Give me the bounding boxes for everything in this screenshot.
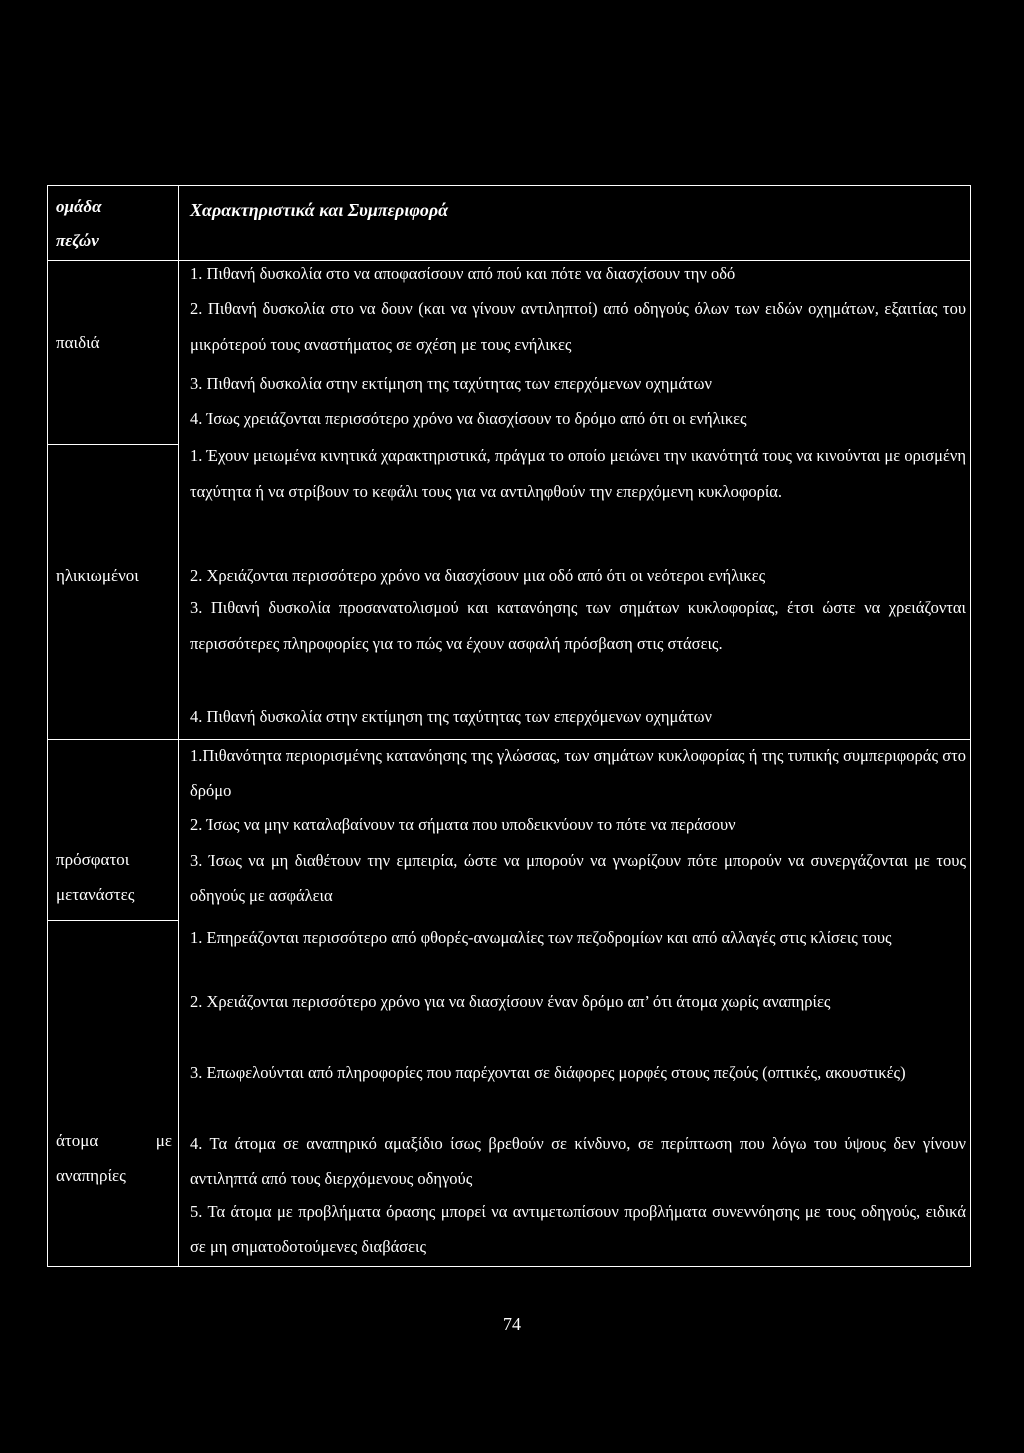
group-label-line2: μετανάστες [56, 885, 135, 904]
list-item: 2. Χρειάζονται περισσότερο χρόνο για να διασχίσουν έναν δρόμο απ’ ότι άτομα χωρίς αναπηρίες [190, 992, 831, 1011]
group-label-line1: πρόσφατοι [56, 850, 130, 869]
list-item: 1.Πιθανότητα περιορισμένης κατανόησης της γλώσσας, των σημάτων κυκλοφορίας ή της τυπικής συμπεριφοράς στο δρόμο [190, 746, 966, 800]
list-item: 2. Χρειάζονται περισσότερο χρόνο να διασχίσουν μια οδό από ότι οι νεότεροι ενήλικες [190, 566, 766, 585]
pedestrian-groups-table [47, 185, 971, 1267]
list-item: 3. Επωφελούνται από πληροφορίες που παρέχονται σε διάφορες μορφές στους πεζούς (οπτικές, ακουστικές) [190, 1063, 906, 1082]
list-item: 3. Πιθανή δυσκολία στην εκτίμηση της ταχύτητας των επερχόμενων οχημάτων [190, 374, 712, 393]
list-item: 1. Έχουν μειωμένα κινητικά χαρακτηριστικά, πράγμα το οποίο μειώνει την ικανότητά τους να κινούνται με ορισμένη ταχύτητα ή να στρίβουν το κεφάλι τους για να αντιληφθούν την επερχόμενη κυκλοφορία. [190, 446, 966, 501]
header-group-column [56, 190, 101, 258]
group-divider [48, 920, 178, 921]
group-label-line1: άτομα με [56, 1131, 172, 1150]
list-item: 1. Επηρεάζονται περισσότερο από φθορές-ανωμαλίες των πεζοδρομίων και από αλλαγές στις κλίσεις τους [190, 928, 892, 947]
list-item: 5. Τα άτομα με προβλήματα όρασης μπορεί να αντιμετωπίσουν προβλήματα συνεννόησης με τους οδηγούς, ειδικά σε μη σηματοδοτούμενες διαβάσεις [190, 1202, 966, 1256]
list-item: 1. Πιθανή δυσκολία στο να αποφασίσουν από πού και πότε να διασχίσουν την οδό [190, 264, 736, 283]
list-item: 4. Ίσως χρειάζονται περισσότερο χρόνο να διασχίσουν το δρόμο από ότι οι ενήλικες [190, 409, 747, 428]
list-item: 3. Ίσως να μη διαθέτουν την εμπειρία, ώστε να μπορούν να γνωρίζουν πότε μπορούν να συνεργάζονται με τους οδηγούς με ασφάλεια [190, 851, 966, 905]
list-item: 3. Πιθανή δυσκολία προσανατολισμού και κατανόησης των σημάτων κυκλοφορίας, έτσι ώστε να χρειάζονται περισσότερες πληροφορίες για το πώς να έχουν ασφαλή πρόσβαση στις στάσεις. [190, 598, 966, 653]
header-group-line1: ομάδα [56, 197, 102, 216]
group-label-line2: αναπηρίες [56, 1166, 126, 1185]
header-divider [48, 260, 970, 261]
list-item: 2. Πιθανή δυσκολία στο να δουν (και να γίνουν αντιληπτοί) από οδηγούς όλων των ειδών οχημάτων, εξαιτίας του μικρότερού τους αναστήματος σε σχέση με τους ενήλικες [190, 299, 966, 354]
list-item: 2. Ίσως να μην καταλαβαίνουν τα σήματα που υποδεικνύουν το πότε να περάσουν [190, 815, 736, 834]
list-item: 4. Πιθανή δυσκολία στην εκτίμηση της ταχύτητας των επερχόμενων οχημάτων [190, 707, 712, 726]
group-divider [48, 444, 178, 445]
group-label: παιδιά [56, 333, 100, 352]
list-item: 4. Τα άτομα σε αναπηρικό αμαξίδιο ίσως βρεθούν σε κίνδυνο, σε περίπτωση που λόγω του ύψους δεν γίνουν αντιληπτά από τους διερχόμενους οδηγούς [190, 1134, 966, 1188]
header-traits-column: Χαρακτηριστικά και Συμπεριφορά [190, 200, 449, 220]
column-divider [178, 186, 179, 1266]
header-group-line2: πεζών [56, 231, 99, 250]
page-number: 74 [503, 1314, 521, 1334]
group-label: ηλικιωμένοι [56, 566, 139, 585]
